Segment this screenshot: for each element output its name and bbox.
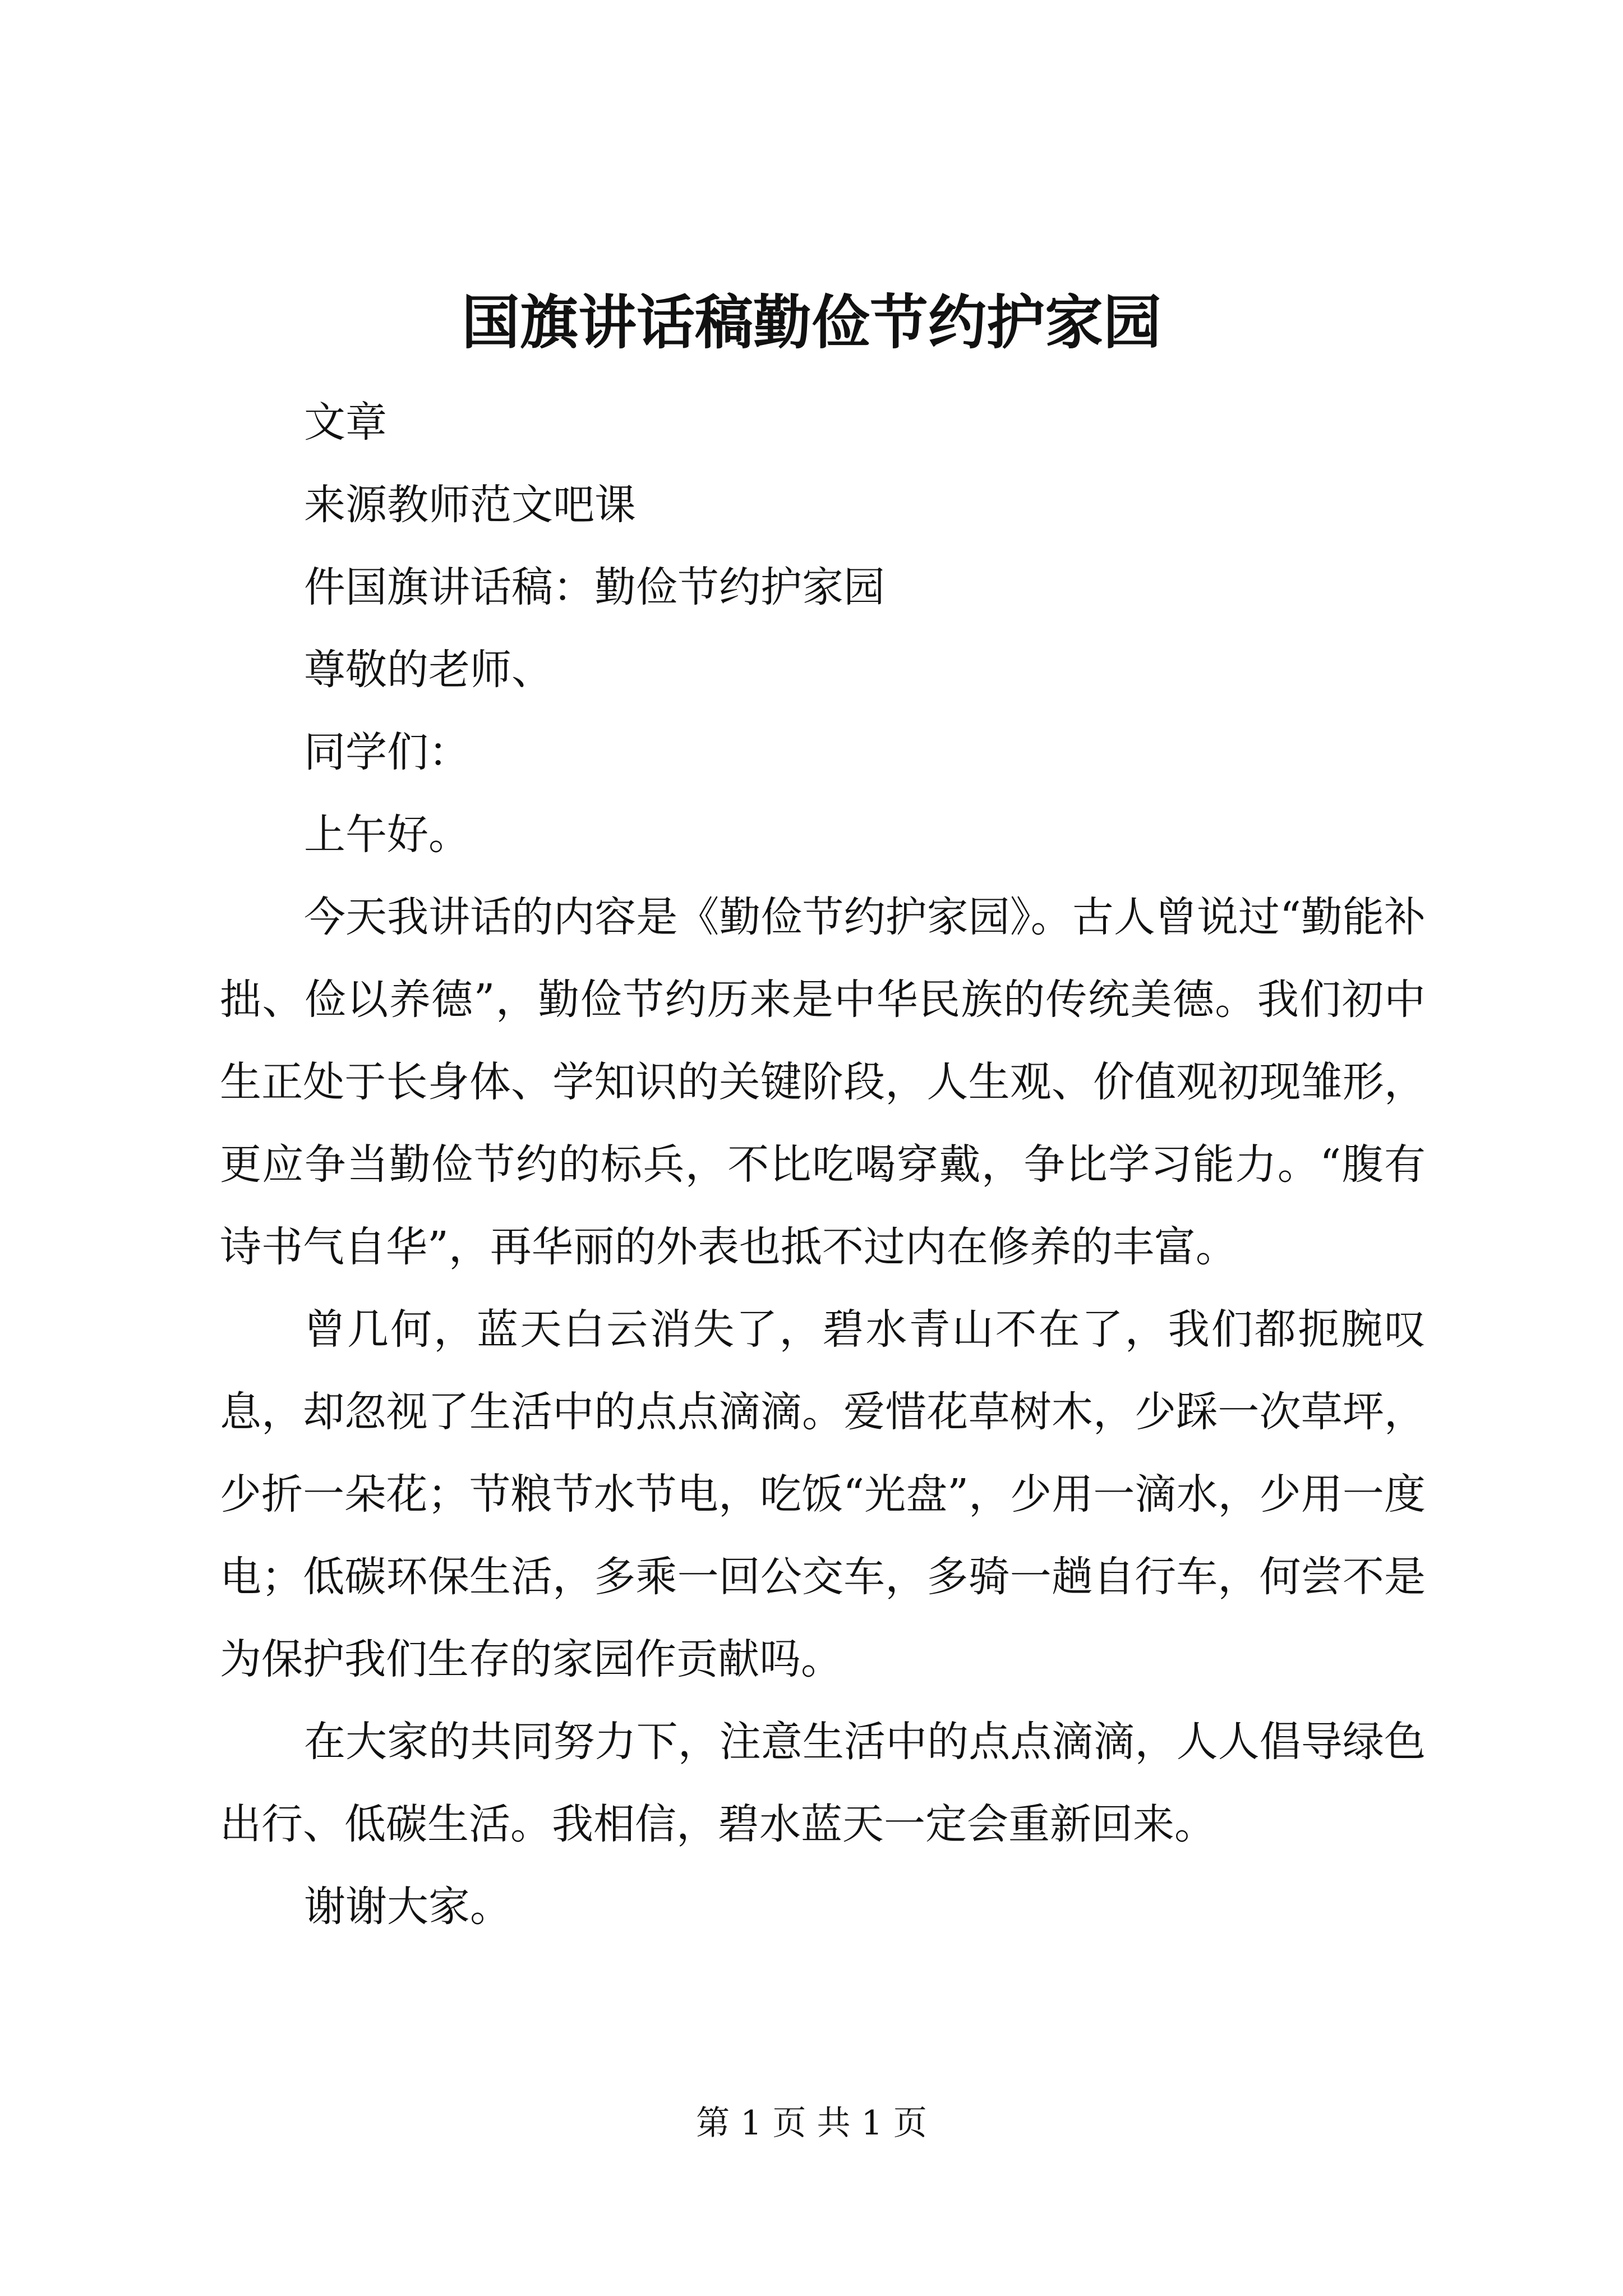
page-footer: 第 1 页 共 1 页 [696, 2104, 927, 2143]
paragraph-6: 上午好。 [304, 811, 470, 859]
paragraph-1: 文章 [304, 398, 387, 447]
paragraph-2: 来源教师范文吧课 [304, 481, 636, 529]
paragraph-4: 尊敬的老师、 [304, 646, 553, 694]
paragraph-7: 今天我讲话的内容是《勤俭节约护家园》。古人曾说过“勤能补拙、俭以养德”，勤俭节约历来是中华民族的传统美德。我们初中生正处于长身体、学知识的关键阶段，人生观、价值观初现雏形，更应争当勤俭节约的标兵，不比吃喝穿戴，争比学习能力。“腹有诗书气自华”，再华丽的外表也抵不过内在修养的丰富。 [220, 893, 1426, 1271]
document-body [220, 381, 1426, 1948]
paragraph-8: 曾几何，蓝天白云消失了，碧水青山不在了，我们都扼腕叹息，却忽视了生活中的点点滴滴。爱惜花草树木，少踩一次草坪，少折一朵花；节粮节水节电，吃饭“光盘”，少用一滴水，少用一度电；低碳环保生活，多乘一回公交车，多骑一趟自行车，何尝不是为保护我们生存的家园作贡献吗。 [220, 1305, 1426, 1683]
paragraph-9: 在大家的共同努力下，注意生活中的点点滴滴，人人倡导绿色出行、低碳生活。我相信，碧水蓝天一定会重新回来。 [220, 1718, 1426, 1848]
paragraph-5: 同学们： [304, 728, 470, 776]
paragraph-3: 件国旗讲话稿：勤俭节约护家园 [304, 563, 885, 611]
paragraph-10: 谢谢大家。 [304, 1883, 511, 1931]
document-title: 国旗讲话稿勤俭节约护家园 [461, 288, 1161, 357]
